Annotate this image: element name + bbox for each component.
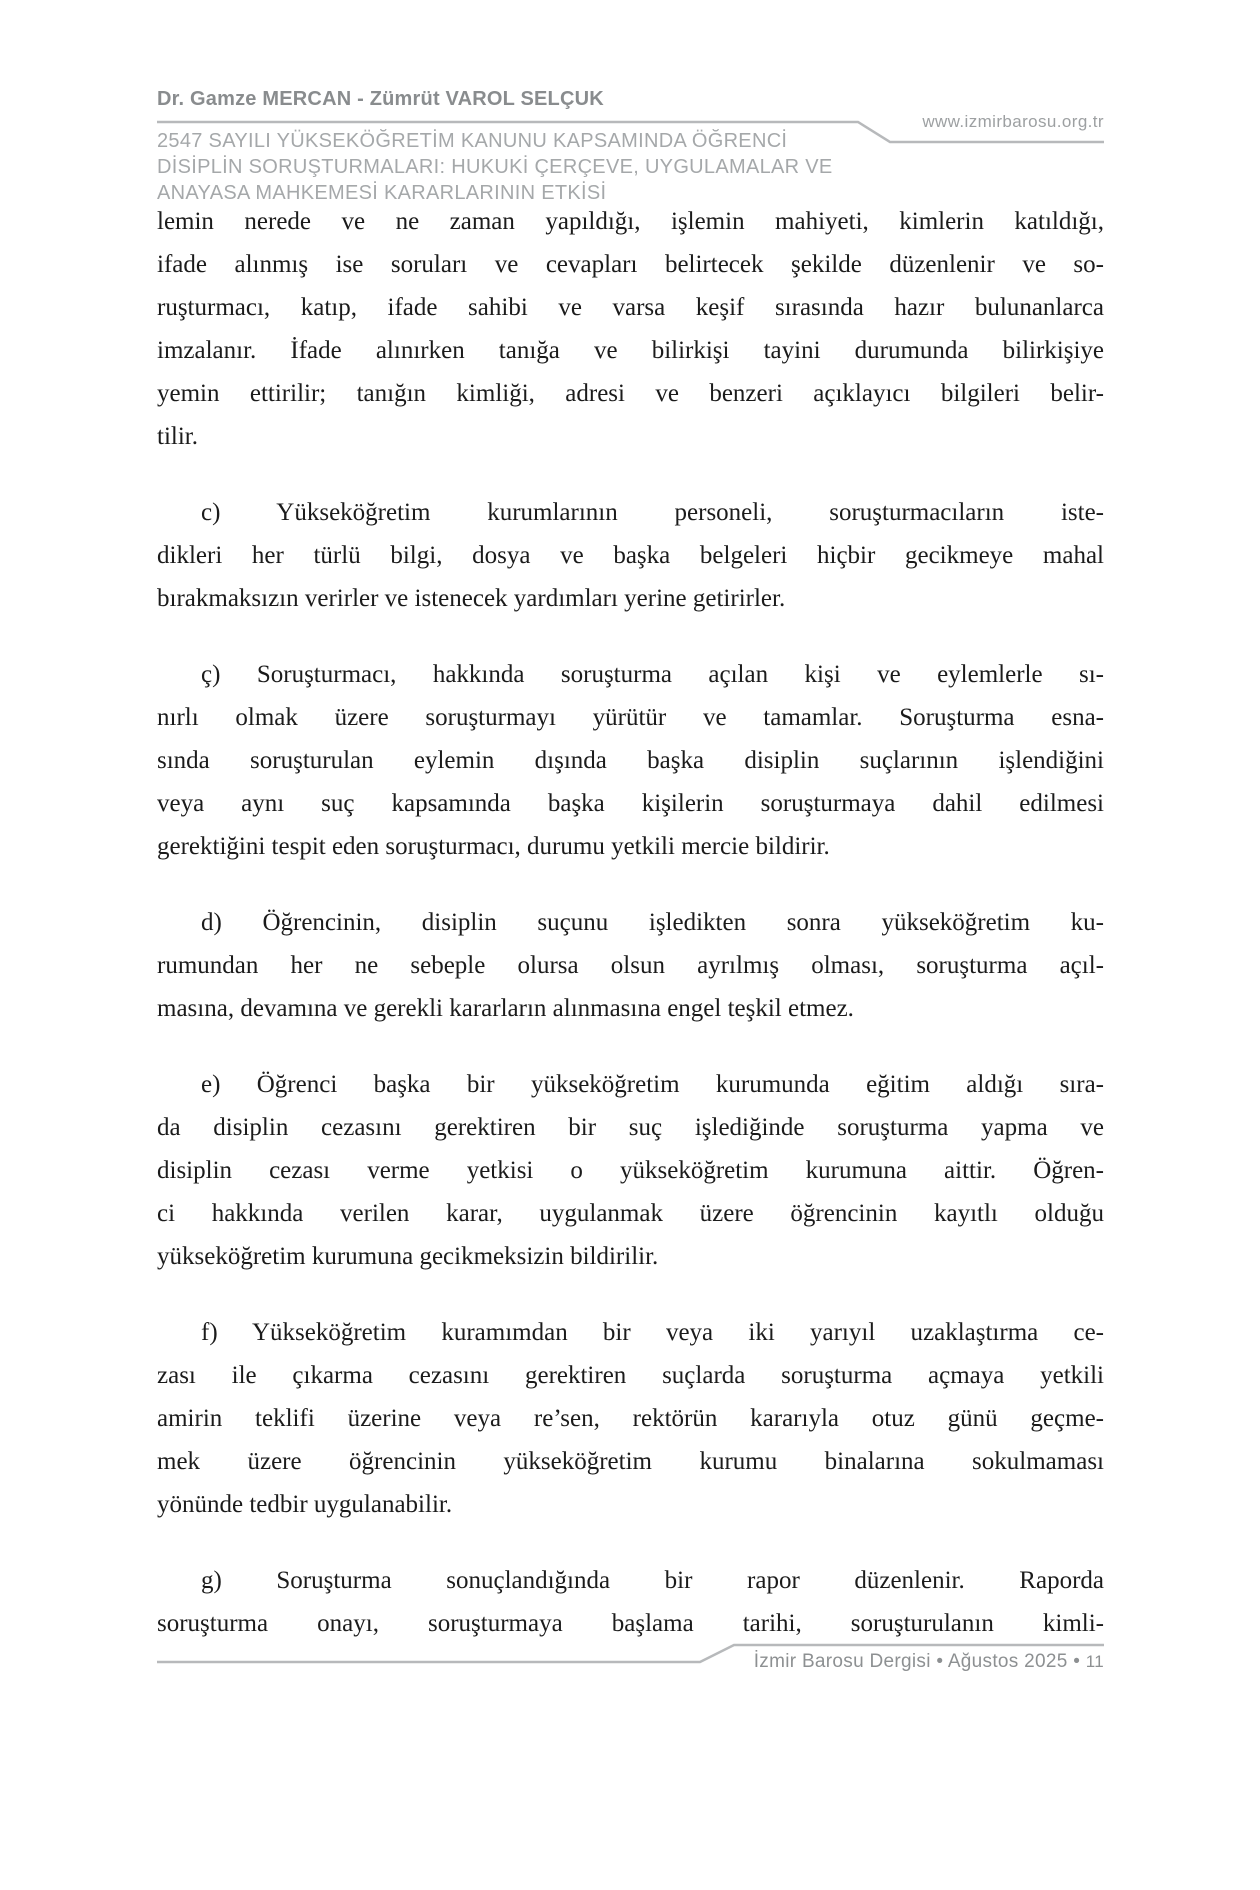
text-line: masına, devamına ve gerekli kararların alınmasına engel teşkil etmez. [157, 995, 854, 1022]
text-line: e) Öğrenci başka bir yükseköğretim kurumunda eğitim aldığı sıra- [201, 1071, 1104, 1098]
paragraph [157, 491, 1104, 620]
paragraph [157, 1559, 1104, 1645]
text-line: ç) Soruşturmacı, hakkında soruşturma açılan kişi ve eylemlerle sı- [201, 661, 1104, 688]
journal-name-date: İzmir Barosu Dergisi • Ağustos 2025 • [753, 1651, 1081, 1672]
article-title [157, 128, 917, 206]
article-title-line-1: 2547 SAYILI YÜKSEKÖĞRETİM KANUNU KAPSAMINDA ÖĞRENCİ [157, 130, 788, 152]
article-title-line-2: DİSİPLİN SORUŞTURMALARI: HUKUKİ ÇERÇEVE, UYGULAMALAR VE [157, 156, 833, 178]
text-line: d) Öğrencinin, disiplin suçunu işledikten sonra yükseköğretim ku- [201, 909, 1104, 936]
text-line: veya aynı suç kapsamında başka kişilerin soruşturmaya dahil edilmesi [157, 790, 1104, 817]
text-line: bırakmaksızın verirler ve istenecek yardımları yerine getirirler. [157, 585, 786, 612]
text-line: sında soruşturulan eylemin dışında başka disiplin suçlarının işlendiğini [157, 747, 1104, 774]
article-title-line-3: ANAYASA MAHKEMESİ KARARLARININ ETKİSİ [157, 182, 607, 204]
text-line: imzalanır. İfade alınırken tanığa ve bilirkişi tayini durumunda bilirkişiye [157, 337, 1104, 364]
text-line: yükseköğretim kurumuna gecikmeksizin bildirilir. [157, 1243, 659, 1270]
paragraph [157, 1311, 1104, 1526]
text-line: dikleri her türlü bilgi, dosya ve başka belgeleri hiçbir gecikmeye mahal [157, 542, 1104, 569]
text-line: ci hakkında verilen karar, uygulanmak üzere öğrencinin kayıtlı olduğu [157, 1200, 1104, 1227]
text-line: c) Yükseköğretim kurumlarının personeli, soruşturmacıların iste- [201, 499, 1104, 526]
footer-journal-info [754, 1650, 1104, 1674]
paragraph [157, 653, 1104, 868]
author-names: Dr. Gamze MERCAN - Zümrüt VAROL SELÇUK [157, 88, 604, 110]
text-line: g) Soruşturma sonuçlandığında bir rapor düzenlenir. Raporda [201, 1567, 1104, 1594]
text-line: zası ile çıkarma cezasını gerektiren suçlarda soruşturma açmaya yetkili [157, 1362, 1104, 1389]
text-line: soruşturma onayı, soruşturmaya başlama tarihi, soruşturulanın kimli- [157, 1610, 1104, 1637]
text-line: ruşturmacı, katıp, ifade sahibi ve varsa keşif sırasında hazır bulunanlarca [157, 294, 1104, 321]
text-line: yemin ettirilir; tanığın kimliği, adresi ve benzeri açıklayıcı bilgileri belir- [157, 380, 1104, 407]
text-line: rumundan her ne sebeple olursa olsun ayrılmış olması, soruşturma açıl- [157, 952, 1104, 979]
text-line: yönünde tedbir uygulanabilir. [157, 1491, 453, 1518]
website-url: www.izmirbarosu.org.tr [922, 112, 1104, 131]
text-line: mek üzere öğrencinin yükseköğretim kurumu binalarına sokulmaması [157, 1448, 1104, 1475]
body-text [157, 200, 1104, 1645]
text-line: nırlı olmak üzere soruşturmayı yürütür ve tamamlar. Soruşturma esna- [157, 704, 1104, 731]
page-number: 11 [1085, 1652, 1104, 1671]
paragraph [157, 901, 1104, 1030]
paragraph [157, 200, 1104, 458]
text-line: disiplin cezası verme yetkisi o yükseköğretim kurumuna aittir. Öğren- [157, 1157, 1104, 1184]
text-line: gerektiğini tespit eden soruşturmacı, durumu yetkili mercie bildirir. [157, 833, 830, 860]
text-line: f) Yükseköğretim kuramımdan bir veya iki yarıyıl uzaklaştırma ce- [201, 1319, 1104, 1346]
text-line: ifade alınmış ise soruları ve cevapları belirtecek şekilde düzenlenir ve so- [157, 251, 1104, 278]
text-line: tilir. [157, 423, 198, 450]
paragraph [157, 1063, 1104, 1278]
text-line: da disiplin cezasını gerektiren bir suç işlediğinde soruşturma yapma ve [157, 1114, 1104, 1141]
text-line: lemin nerede ve ne zaman yapıldığı, işlemin mahiyeti, kimlerin katıldığı, [157, 208, 1104, 235]
text-line: amirin teklifi üzerine veya re’sen, rektörün kararıyla otuz günü geçme- [157, 1405, 1104, 1432]
